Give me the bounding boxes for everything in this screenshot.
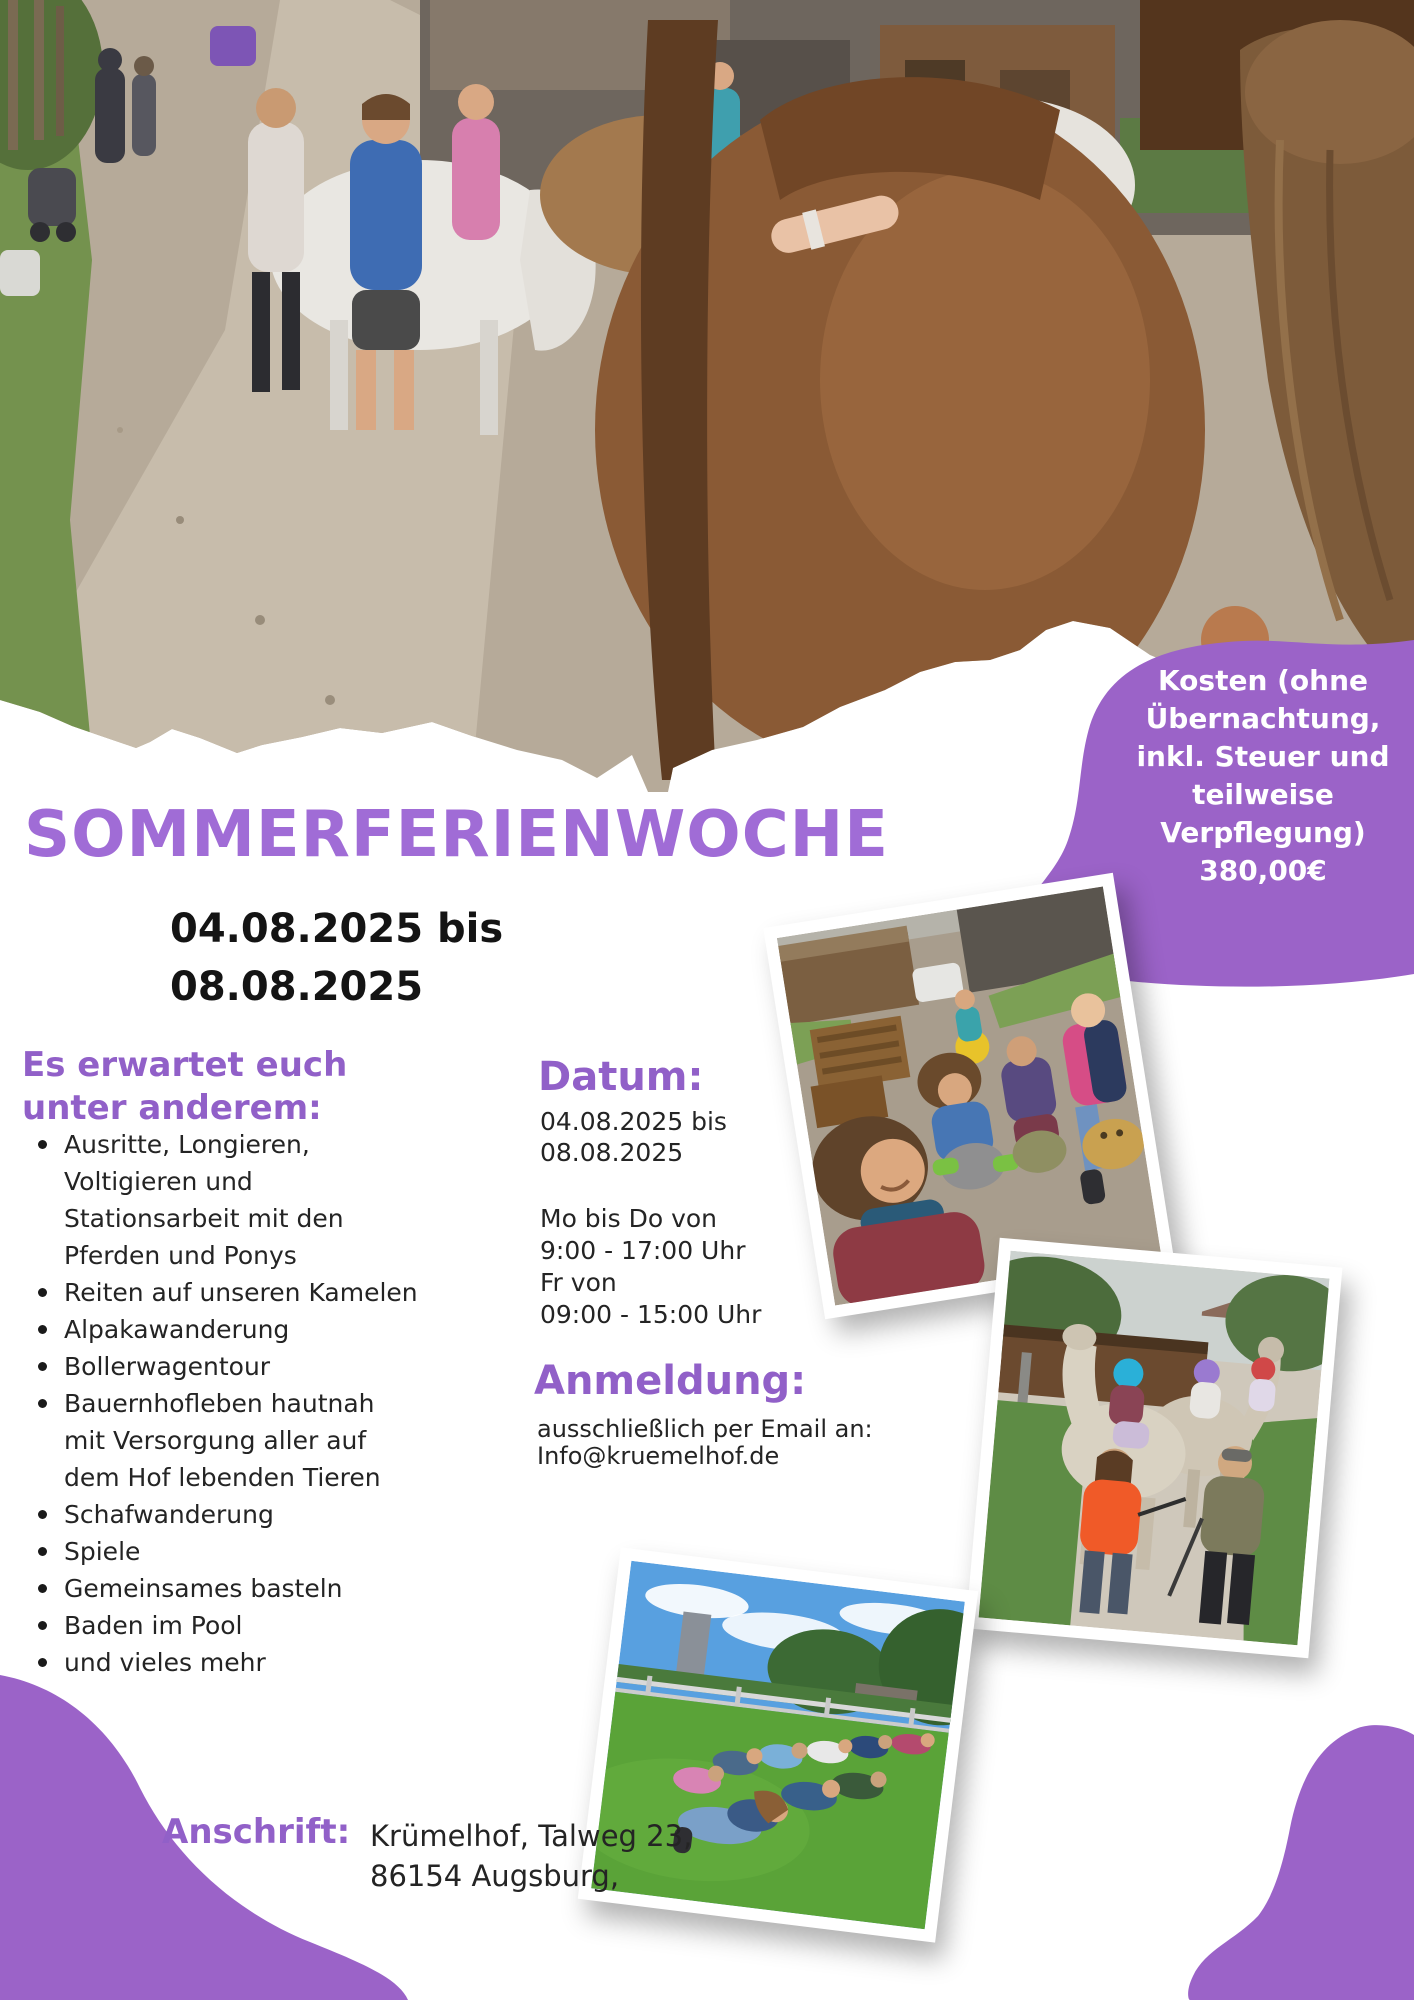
anmeldung-lines xyxy=(537,1416,873,1470)
photo-camel-illustration xyxy=(979,1251,1330,1645)
datum-dates xyxy=(540,1106,727,1168)
cost-text xyxy=(1130,662,1396,890)
purple-banner xyxy=(210,26,256,66)
activity-item: Alpakawanderung xyxy=(22,1311,418,1348)
datum-date-line: 04.08.2025 bis xyxy=(540,1107,727,1136)
cost-line: Übernachtung, xyxy=(1145,702,1381,735)
datum-time-line: 09:00 - 15:00 Uhr xyxy=(540,1300,762,1329)
datum-time-line: Fr von xyxy=(540,1268,617,1297)
activities-heading-line2: unter anderem: xyxy=(22,1088,322,1128)
bottom-right-blob-shape xyxy=(1150,1718,1414,2000)
anschrift-line: Krümelhof, Talweg 23, xyxy=(370,1819,693,1853)
bottom-right-blob xyxy=(1150,1718,1414,2000)
datum-heading: Datum: xyxy=(538,1054,704,1100)
datum-times xyxy=(540,1203,761,1331)
activity-item: Baden im Pool xyxy=(22,1607,418,1644)
anmeldung-line: Info@kruemelhof.de xyxy=(537,1442,780,1470)
activity-item: Schafwanderung xyxy=(22,1496,418,1533)
activity-item: Bauernhofleben hautnah mit Versorgung aller auf dem Hof lebenden Tieren xyxy=(22,1385,418,1496)
cost-line: teilweise xyxy=(1192,778,1334,811)
datum-date-line: 08.08.2025 xyxy=(540,1138,684,1167)
activities-heading-line1: Es erwartet euch xyxy=(22,1045,348,1085)
anschrift-address xyxy=(370,1816,692,1896)
main-date-line: 08.08.2025 xyxy=(170,964,424,1010)
cost-line: 380,00€ xyxy=(1199,854,1327,887)
activities-list xyxy=(22,1126,418,1681)
cost-line: inkl. Steuer und xyxy=(1136,740,1390,773)
photo-hopper-illustration xyxy=(777,886,1161,1305)
page-title: SOMMERFERIENWOCHE xyxy=(24,798,889,872)
photo-camel-walk xyxy=(966,1238,1343,1658)
anschrift-label: Anschrift: xyxy=(162,1812,351,1852)
anmeldung-heading: Anmeldung: xyxy=(534,1358,807,1404)
activity-item: Ausritte, Longieren, Voltigieren und Stationsarbeit mit den Pferden und Ponys xyxy=(22,1126,418,1274)
cost-line: Kosten (ohne xyxy=(1157,664,1369,697)
main-date xyxy=(170,900,503,1016)
activity-item: Spiele xyxy=(22,1533,418,1570)
activity-item: Bollerwagentour xyxy=(22,1348,418,1385)
activity-item: und vieles mehr xyxy=(22,1644,418,1681)
datum-time-line: Mo bis Do von xyxy=(540,1204,718,1233)
anschrift-line: 86154 Augsburg, xyxy=(370,1859,620,1893)
main-date-line: 04.08.2025 bis xyxy=(170,906,504,952)
activity-item: Gemeinsames basteln xyxy=(22,1570,418,1607)
cost-line: Verpflegung) xyxy=(1160,816,1366,849)
activity-item: Reiten auf unseren Kamelen xyxy=(22,1274,418,1311)
activities-heading xyxy=(22,1044,347,1130)
anmeldung-line: ausschließlich per Email an: xyxy=(537,1415,873,1443)
datum-time-line: 9:00 - 17:00 Uhr xyxy=(540,1236,746,1265)
